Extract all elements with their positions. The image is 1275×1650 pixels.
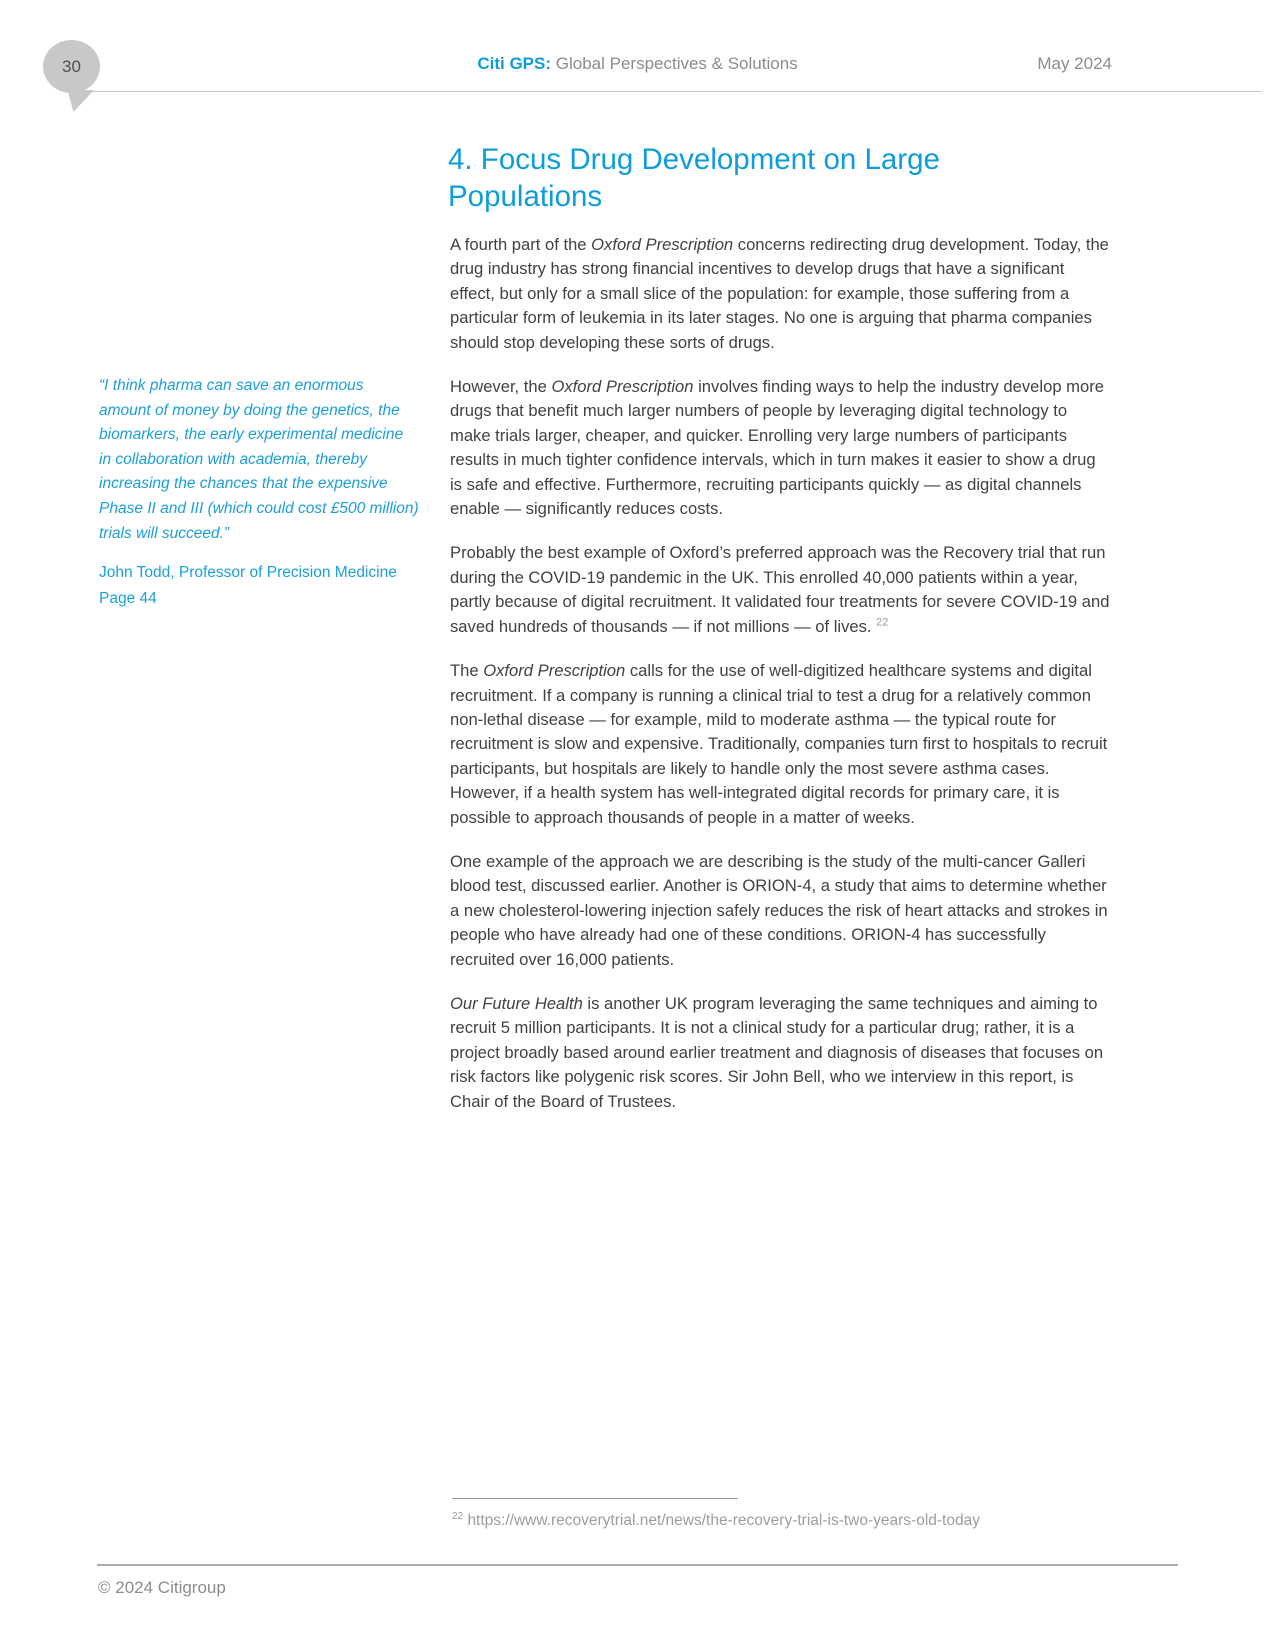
- text-run: concerns redirecting drug development. Today, the drug industry has strong financial incentives to develop drugs that have a significant effect, but only for a small slice of the population: for example, those suffering from a particular form of leukemia in its later stages. No one is arguing that pharma companies should stop developing these sorts of drugs.: [450, 235, 1109, 352]
- quote-attribution: [99, 560, 429, 612]
- text-run: Oxford Prescription: [591, 235, 734, 254]
- text-run: is another UK program leveraging the same techniques and aiming to recruit 5 million participants. It is not a clinical study for a particular drug; rather, it is a project broadly based around earlier treatment and diagnosis of diseases that focuses on risk factors like polygenic risk scores. Sir John Bell, who we interview in this report, is Chair of the Board of Trustees.: [450, 993, 1104, 1111]
- header-brand: Citi GPS:: [477, 54, 552, 73]
- paragraph: [450, 233, 1112, 355]
- page-number-badge-tail: [67, 90, 94, 112]
- article-body: [450, 233, 1112, 1134]
- text-run: Oxford Prescription: [551, 377, 694, 397]
- text-run: Oxford Prescription: [483, 661, 626, 681]
- footnote-rule: [452, 1498, 738, 1499]
- paragraph: [450, 850, 1112, 972]
- text-run: Probably the best example of Oxford’s preferred approach was the Recovery trial that run during the COVID-19 pandemic in the UK. This enrolled 40,000 patients within a year, partly because of digital recruitment. It validated four treatments for severe COVID-19 and saved hundreds of thousands — if not millions — of lives.: [450, 543, 1110, 636]
- footnote-text: https://www.recoverytrial.net/news/the-recovery-trial-is-two-years-old-today: [467, 1512, 980, 1529]
- paragraph: [450, 541, 1112, 639]
- text-run: calls for the use of well-digitized healthcare systems and digital recruitment. If a company is running a clinical trial to test a drug for a relatively common non-lethal disease — for example, mild to moderate asthma — the typical route for recruitment is slow and expensive. Traditionally, companies turn first to hospitals to recruit participants, but hospitals are likely to handle only the most severe asthma cases. However, if a health system has well-integrated digital records for primary care, it is possible to approach thousands of people in a matter of weeks.: [450, 661, 1108, 827]
- page-number: 30: [62, 56, 81, 76]
- paragraph: [450, 992, 1112, 1114]
- paragraph: [450, 375, 1112, 521]
- footnote-ref: 22: [876, 616, 889, 629]
- footnote: [452, 1512, 980, 1530]
- text-run: However, the: [450, 377, 552, 397]
- pull-quote: “I think pharma can save an enormous amount of money by doing the genetics, the biomarkers, the early experimental medicine in collaboration with academia, thereby increasing the chances that the expensive Phase II and III (which could cost £500 million) trials will succeed.”: [99, 377, 419, 542]
- text-run: involves finding ways to help the industry develop more drugs that benefit much larger numbers of people by leveraging digital technology to make trials larger, cheaper, and quicker. Enrolling very large numbers of participants results in much tighter confidence intervals, which in turn makes it easier to show a drug is safe and effective. Furthermore, recruiting participants quickly — as digital channels enable — significantly reduces costs.: [450, 377, 1104, 519]
- text-run: One example of the approach we are describing is the study of the multi-cancer Galleri blood test, discussed earlier. Another is ORION-4, a study that aims to determine whether a new cholesterol-lowering injection safely reduces the risk of heart attacks and strokes in people who have already had one of these conditions. ORION-4 has successfully recruited over 16,000 patients.: [450, 851, 1108, 969]
- text-run: The: [450, 661, 484, 681]
- footer-rule: [97, 1564, 1178, 1566]
- header-rule: [79, 91, 1262, 92]
- quote-attribution-name: John Todd, Professor of Precision Medicine: [99, 564, 397, 581]
- article-title: 4. Focus Drug Development on Large Populations: [448, 143, 940, 213]
- text-run: A fourth part of the: [450, 235, 592, 254]
- quote-attribution-page: Page 44: [99, 590, 157, 607]
- text-run: Our Future Health: [450, 993, 583, 1013]
- paragraph: [450, 659, 1112, 830]
- header-date: May 2024: [1037, 54, 1112, 73]
- footer-copyright: © 2024 Citigroup: [98, 1578, 226, 1597]
- footnote-marker: 22: [452, 1510, 464, 1522]
- header-subtitle: Global Perspectives & Solutions: [555, 54, 798, 73]
